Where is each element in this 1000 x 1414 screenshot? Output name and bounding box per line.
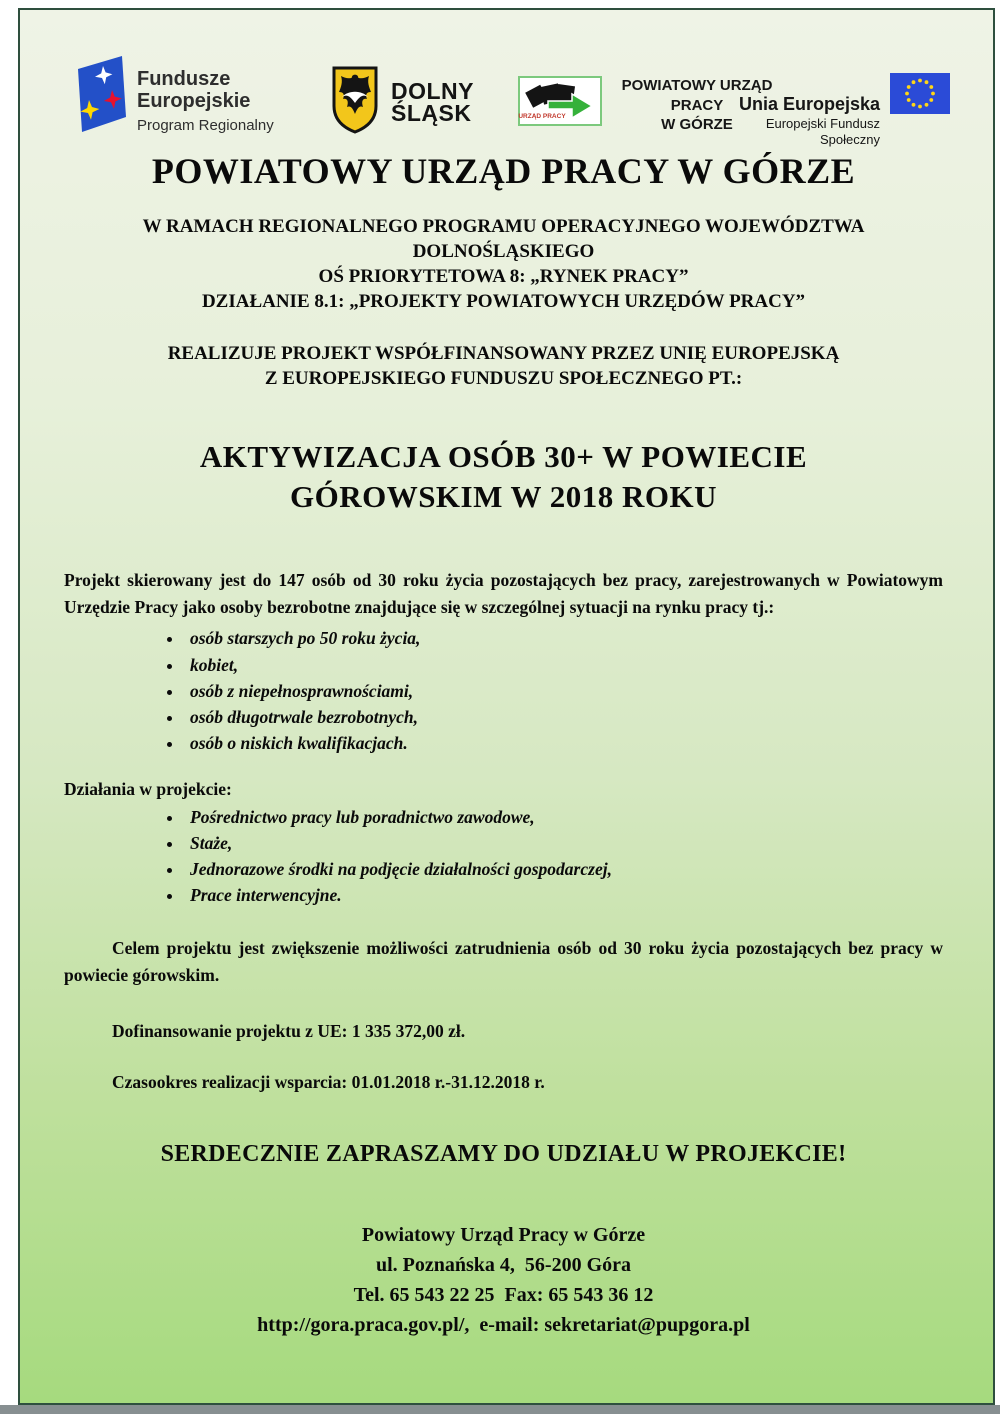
pup-line1: POWIATOWY URZĄD bbox=[621, 77, 773, 94]
pup-line2: PRACY bbox=[670, 96, 724, 114]
footer-address: ul. Poznańska 4, 56-200 Góra bbox=[375, 1254, 632, 1277]
urzad-pracy-logo bbox=[518, 76, 602, 131]
activity-item: • Prace interwencyjne. bbox=[184, 882, 943, 908]
fundusze-europejskie-logo bbox=[76, 56, 274, 137]
footer-phone-fax: Tel. 65 543 22 25 Fax: 65 543 36 12 bbox=[353, 1284, 654, 1307]
target-group-item: • osób długotrwale bezrobotnych, bbox=[184, 704, 943, 730]
page-title: POWIATOWY URZĄD PRACY W GÓRZE bbox=[151, 151, 856, 191]
silesian-eagle-shield-icon bbox=[332, 66, 378, 139]
program-line-1: W RAMACH REGIONALNEGO PROGRAMU OPERACYJNEGO WOJEWÓDZTWA bbox=[142, 216, 865, 237]
activity-item: • Jednorazowe środki na podjęcie działalności gospodarczej, bbox=[184, 856, 943, 882]
program-line-3: OŚ PRIORYTETOWA 8: „RYNEK PRACY” bbox=[318, 266, 689, 288]
realizuje-line-1: REALIZUJE PROJEKT WSPÓŁFINANSOWANY PRZEZ UNIĘ EUROPEJSKĄ bbox=[167, 343, 840, 365]
target-group-item: • osób z niepełnosprawnościami, bbox=[184, 678, 943, 704]
ds-line2: ŚLĄSK bbox=[391, 99, 472, 126]
activities-list bbox=[64, 804, 943, 909]
fe-line1: Fundusze bbox=[137, 68, 231, 90]
pup-line3: W GÓRZE bbox=[661, 116, 733, 133]
poster-content bbox=[20, 150, 993, 1340]
goal-paragraph: Celem projektu jest zwiększenie możliwości zatrudnienia osób od 30 roku życia pozostających bez pracy w powiecie górowskim. bbox=[64, 937, 943, 985]
project-title bbox=[64, 437, 943, 516]
program-block bbox=[64, 214, 943, 314]
activities-heading: Działania w projekcie: bbox=[64, 778, 232, 799]
eu-funds-flag-icon bbox=[76, 56, 126, 137]
scan-edge-shadow bbox=[0, 1405, 1000, 1414]
target-group-item: • osób starszych po 50 roku życia, bbox=[184, 625, 943, 651]
fe-line2: Europejskie bbox=[137, 90, 251, 113]
logo-row bbox=[20, 10, 993, 148]
eu-flag-icon bbox=[890, 73, 950, 119]
implementation-period: Czasookres realizacji wsparcia: 01.01.2018 r.-31.12.2018 r. bbox=[112, 1072, 545, 1093]
fe-line3: Program Regionalny bbox=[137, 116, 274, 134]
ue-line1: Unia Europejska bbox=[738, 94, 880, 114]
fundusze-europejskie-label bbox=[137, 56, 274, 135]
target-group-item: • osób o niskich kwalifikacjach. bbox=[184, 730, 943, 756]
dolny-slask-label bbox=[391, 77, 474, 126]
contact-footer bbox=[64, 1220, 943, 1340]
program-line-2: DOLNOŚLĄSKIEGO bbox=[412, 241, 595, 263]
project-title-line-2: GÓROWSKIM W 2018 ROKU bbox=[289, 479, 718, 515]
cofinancing-statement bbox=[64, 341, 943, 391]
ue-line2: Europejski Fundusz Społeczny bbox=[765, 115, 880, 148]
funding-amount: Dofinansowanie projektu z UE: 1 335 372,00 zł. bbox=[112, 1021, 466, 1042]
footer-office-name: Powiatowy Urząd Pracy w Górze bbox=[361, 1224, 646, 1247]
project-title-line-1: AKTYWIZACJA OSÓB 30+ W POWIECIE bbox=[199, 439, 808, 475]
intro-paragraph: Projekt skierowany jest do 147 osób od 30 roku życia pozostających bez pracy, zarejestrowanych w Powiatowym Urzędzie Pracy jako osoby bezrobotne znajdujące się w szczególnej sytuacji na rynku pracy tj.: bbox=[64, 569, 943, 618]
target-group-item: • kobiet, bbox=[184, 652, 943, 678]
program-line-4: DZIAŁANIE 8.1: „PROJEKTY POWIATOWYCH URZĘDÓW PRACY” bbox=[201, 291, 806, 313]
poster-page bbox=[18, 8, 995, 1405]
footer-web-email: http://gora.praca.gov.pl/, e-mail: sekretariat@pupgora.pl bbox=[257, 1314, 750, 1337]
activity-item: • Staże, bbox=[184, 830, 943, 856]
ds-line1: DOLNY bbox=[391, 77, 474, 104]
urzad-pracy-wordmark: URZĄD PRACY bbox=[518, 113, 566, 120]
activity-item: • Pośrednictwo pracy lub poradnictwo zawodowe, bbox=[184, 804, 943, 830]
target-groups-list bbox=[64, 625, 943, 756]
invitation-line: SERDECZNIE ZAPRASZAMY DO UDZIAŁU W PROJEKCIE! bbox=[160, 1141, 847, 1168]
realizuje-line-2: Z EUROPEJSKIEGO FUNDUSZU SPOŁECZNEGO PT.: bbox=[264, 368, 743, 390]
dolny-slask-logo bbox=[332, 66, 474, 139]
unia-europejska-label bbox=[720, 94, 880, 149]
